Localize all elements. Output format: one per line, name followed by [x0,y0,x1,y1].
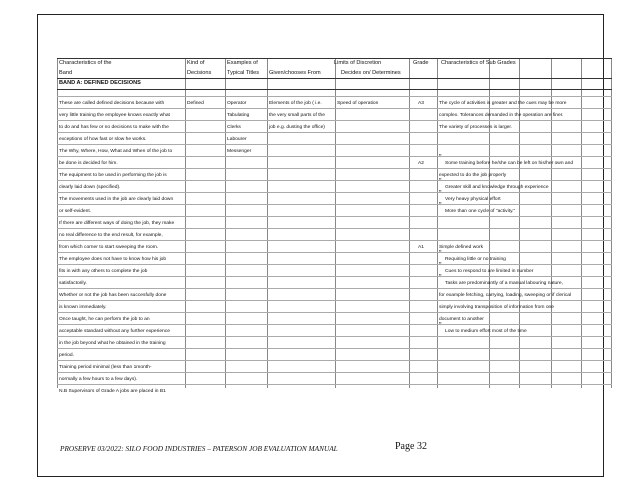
footer-title: PROSERVE 03/2022: SILO FOOD INDUSTRIES – PATERSON JOB EVALUATION MANUAL [60,444,338,453]
band-characteristic-line: fits in with any others to complete the job [59,269,148,274]
band-characteristic-line: in the job beyond what he obtained in the training [59,341,166,346]
row-line [57,96,612,97]
sub-a1-line-1: Simple defined work [439,245,484,250]
header-sub-grades: Characteristics of Sub Grades [441,60,516,66]
sub-a2-line-4: Very heavy physical effort [445,197,501,202]
band-characteristic-line: clearly laid down (specified). [59,185,121,190]
row-line [57,384,612,385]
bullet-marker: " [439,262,442,269]
bullet-marker: " [439,250,442,257]
header-band: Band [59,70,73,76]
header-characteristics: Characteristics of the [59,60,112,66]
header-kind: Kind of [187,60,205,66]
header-given: Given/chooses From [269,70,321,76]
band-line [57,89,612,90]
band-characteristic-line: exceptions of how fast or slow he works. [59,137,147,142]
sub-a1-line-4: Tasks are predominantly of a manual labouring nature, [445,281,563,286]
header-grade: Grade [413,60,429,66]
title-operator: Operator [227,101,247,106]
sub-a1-line-7: document to another [439,317,484,322]
band-characteristic-line: from which corner to start sweeping the room. [59,245,159,250]
sub-a1-line-2: Requiring little or no training [445,257,506,262]
band-characteristic-line: These are called defined decisions because with [59,101,165,106]
sub-a3-line-3: The variety of processes is larger. [439,125,513,130]
band-characteristic-line: Training period minimal (less than 1month- [59,365,152,370]
band-characteristic-line: no real difference to the end result, for example, [59,233,163,238]
title-labourer: Labourer [227,137,247,142]
row-line [57,372,612,373]
band-characteristic-line: period. [59,353,74,358]
evaluation-table [57,58,612,394]
header-examples: Examples of [227,60,258,66]
sub-a3-line-1: The cycle of activities is greater and the cues may be more [439,101,567,106]
grade-a2: A2 [418,161,424,166]
sub-a2-line-2: expected to do the job properly [439,173,507,178]
sub-a1-line-5: for example fetching, carrying, loading, sweeping or if clerical [439,293,572,298]
row-line [57,240,612,241]
sub-a3-line-2: complex. Tolerances demanded in the operation are finer. [439,113,564,118]
sub-a2-line-1: Some training before he/she can be left on his/her own and [445,161,574,166]
band-characteristic-line: If there are different ways of doing the job, they make [59,221,175,226]
sub-a1-line-3: Cues to respond to are limited in number [445,269,534,274]
row-line [57,324,612,325]
sub-a2-line-3: Greater skill and knowledge through experience [445,185,549,190]
row-line [57,120,612,121]
grade-a3: A3 [418,101,424,106]
given-line-3: job e.g. dusting the office) [269,125,325,130]
band-characteristic-line: very little training the employee knows exactly what [59,113,170,118]
row-line [57,204,612,205]
row-line [57,300,612,301]
sub-a1-line-6: simply involving transposition of information from one [439,305,554,310]
band-characteristic-line: The employee does not have to know how his job [59,257,167,262]
band-characteristic-line: N.B Supervisors of Grade A jobs are placed in B1 [59,389,166,394]
bullet-marker: " [439,190,442,197]
row-line [57,132,612,133]
row-line [57,216,612,217]
bullet-marker: " [439,274,442,281]
sub-a2-line-5: More than one cycle of "activity." [445,209,516,214]
decides-value: Speed of operation [337,101,379,106]
row-line [57,144,612,145]
title-tabulating: Tabulating [227,113,250,118]
row-line [57,228,612,229]
band-characteristic-line: satisfactorily. [59,281,87,286]
row-line [57,276,612,277]
row-line [57,288,612,289]
bullet-marker: " [439,178,442,185]
row-line [57,108,612,109]
band-characteristic-line: Once taught, he can perform the job to an [59,317,150,322]
header-decides: Decides on/ Determines [341,70,401,76]
band-characteristic-line: is known immediately. [59,305,107,310]
row-line [57,156,612,157]
band-title: BAND A: DEFINED DECISIONS [59,80,141,86]
bullet-marker: " [439,322,442,329]
row-line [57,360,612,361]
row-line [57,180,612,181]
title-clerks: Clerks [227,125,241,130]
grade-a1: A1 [418,245,424,250]
band-characteristic-line: The equipment to be used in performing the job is [59,173,167,178]
row-line [57,192,612,193]
header-decisions: Decisions [187,70,212,76]
band-characteristic-line: be done is decided for him. [59,161,118,166]
bullet-marker: " [439,154,442,161]
bullet-marker: " [439,202,442,209]
row-line [57,264,612,265]
band-characteristic-line: to do and has few or no decisions to make with the [59,125,169,130]
row-line [57,252,612,253]
band-characteristic-line: normally a few hours to a few days). [59,377,138,382]
header-typical-titles: Typical Titles [227,70,260,76]
given-line-2: the very small parts of the [269,113,325,118]
band-characteristic-line: acceptable standard without any further experience [59,329,170,334]
row-line [57,312,612,313]
page-number: Page 32 [395,441,427,452]
given-line-1: Elements of the job ( i.e. [269,101,322,106]
sub-a1-line-8: Low to medium effort most of the time [445,329,527,334]
kind-value: Defined [187,101,204,106]
row-line [57,336,612,337]
band-characteristic-line: Whether or not the job has been succesfully done [59,293,167,298]
band-characteristic-line: The Why, Where, How, What and When of the job to [59,149,173,154]
row-line [57,348,612,349]
header-limits: Limits of Discretion [334,60,382,66]
title-messenger: Messenger [227,149,252,154]
band-characteristic-line: or self-evident. [59,209,92,214]
band-characteristic-line: The movements used in the job are clearly laid down [59,197,174,202]
row-line [57,168,612,169]
